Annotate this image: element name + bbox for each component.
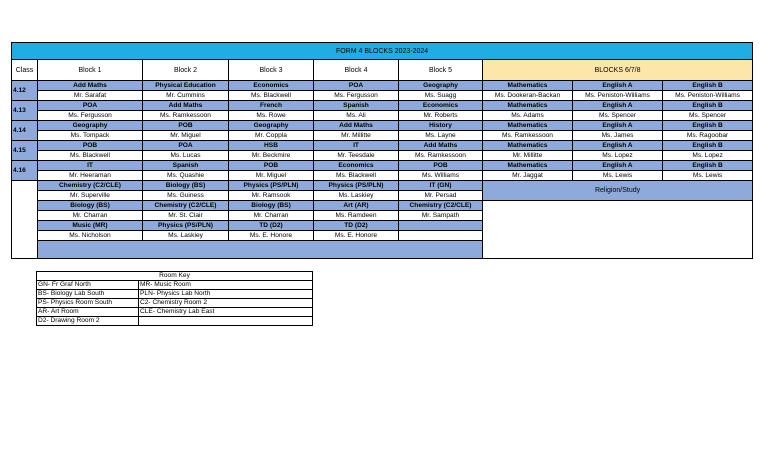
class-name: 4.14	[12, 121, 38, 141]
subject-cell: Biology (BS)	[38, 201, 143, 211]
b678-teacher-cell: Ms. Dookeran-Backan	[483, 91, 573, 101]
subject-cell: Physical Education	[143, 81, 229, 91]
header-block-2: Block 2	[143, 60, 229, 81]
room-key-cell: PLN- Physics Lab North	[139, 290, 313, 299]
teacher-cell: Ms. Blackwell	[229, 91, 314, 101]
class-name: 4.15	[12, 141, 38, 161]
subject-cell: Music (MR)	[38, 221, 143, 231]
subject-cell: IT	[38, 161, 143, 171]
subject-cell: Economics	[399, 101, 483, 111]
room-key-cell: D2- Drawing Room 2	[37, 317, 139, 326]
class-subject-row	[12, 81, 753, 91]
teacher-cell: Mr. Roberts	[399, 111, 483, 121]
teacher-cell: Ms. Layne	[399, 131, 483, 141]
table-title: FORM 4 BLOCKS 2023-2024	[12, 43, 753, 60]
b678-teacher-cell: Ms. Adams	[483, 111, 573, 121]
room-key-title: Room Key	[37, 272, 313, 281]
class-name: 4.13	[12, 101, 38, 121]
class-subject-row	[12, 141, 753, 151]
b678-teacher-cell: Ms. Peniston-Williams	[663, 91, 753, 101]
subject-cell: IT (GN)	[399, 181, 483, 191]
class-teacher-row	[12, 91, 753, 101]
bottom-fill-cell	[38, 241, 483, 259]
b678-subject-cell: Mathematics	[483, 81, 573, 91]
subject-cell: Art (AR)	[314, 201, 399, 211]
b678-teacher-cell: Ms. Spencer	[573, 111, 663, 121]
subject-cell: Biology (BS)	[143, 181, 229, 191]
teacher-cell: Mr. Beckmire	[229, 151, 314, 161]
b678-subject-cell: English A	[573, 121, 663, 131]
class-subject-row	[12, 161, 753, 171]
class-subject-row	[12, 121, 753, 131]
subject-cell: IT	[314, 141, 399, 151]
subject-cell: Economics	[314, 161, 399, 171]
teacher-cell: Ms. Ramdeen	[314, 211, 399, 221]
teacher-cell: Ms. Fergusson	[314, 91, 399, 101]
b678-teacher-cell: Mr. Jaggat	[483, 171, 573, 181]
b678-teacher-cell: Ms. Ramkessoon	[483, 131, 573, 141]
header-class: Class	[12, 60, 38, 81]
b678-subject-cell: Mathematics	[483, 121, 573, 131]
subject-cell: Chemistry (C2/CLE)	[38, 181, 143, 191]
elective-subject-row	[12, 201, 753, 211]
class-subject-row	[12, 101, 753, 111]
room-key-title-row	[37, 272, 313, 281]
b678-teacher-cell: Ms. Lopez	[573, 151, 663, 161]
header-block-4: Block 4	[314, 60, 399, 81]
b678-subject-cell: English A	[573, 81, 663, 91]
subject-cell: POB	[229, 161, 314, 171]
b678-subject-cell: Mathematics	[483, 101, 573, 111]
teacher-cell: Mr. Persad	[399, 191, 483, 201]
teacher-cell: Ms. Laskiey	[143, 231, 229, 241]
teacher-cell: Mr. Millitte	[314, 131, 399, 141]
b678-teacher-cell: Ms. Ragoobar	[663, 131, 753, 141]
teacher-cell: Ms. Guiness	[143, 191, 229, 201]
subject-cell: History	[399, 121, 483, 131]
teacher-cell: Mr. Heeraman	[38, 171, 143, 181]
subject-cell: POB	[143, 121, 229, 131]
subject-cell: TD (D2)	[229, 221, 314, 231]
class-name: 4.12	[12, 81, 38, 101]
b678-subject-cell: English B	[663, 121, 753, 131]
room-key-row	[37, 308, 313, 317]
b678-subject-cell: Mathematics	[483, 141, 573, 151]
class-teacher-row	[12, 151, 753, 161]
subject-cell: Add Maths	[399, 141, 483, 151]
header-block-5: Block 5	[399, 60, 483, 81]
teacher-cell: Mr. Cummins	[143, 91, 229, 101]
teacher-cell: Ms. Ali	[314, 111, 399, 121]
b678-subject-cell: English A	[573, 161, 663, 171]
subject-cell: TD (D2)	[314, 221, 399, 231]
subject-cell: Chemistry (C2/CLE)	[143, 201, 229, 211]
teacher-cell: Ms. Laskiey	[314, 191, 399, 201]
room-key-row	[37, 290, 313, 299]
room-key-cell: MR- Music Room	[139, 281, 313, 290]
room-key-cell: CLE- Chemistry Lab East	[139, 308, 313, 317]
subject-cell: Add Maths	[143, 101, 229, 111]
b678-teacher-cell: Ms. Lopez	[663, 151, 753, 161]
religion-study-cell: Religion/Study	[483, 181, 753, 201]
teacher-cell: Ms. Lucas	[143, 151, 229, 161]
header-block-3: Block 3	[229, 60, 314, 81]
teacher-cell: Ms. Tompack	[38, 131, 143, 141]
room-key-cell: C2- Chemistry Room 2	[139, 299, 313, 308]
class-teacher-row	[12, 171, 753, 181]
b678-teacher-cell: Ms. James	[573, 131, 663, 141]
b678-teacher-cell: Mr. Millitte	[483, 151, 573, 161]
subject-cell: Economics	[229, 81, 314, 91]
b678-teacher-cell: Ms. Peniston-Williams	[573, 91, 663, 101]
subject-cell: Physics (PS/PLN)	[143, 221, 229, 231]
header-row	[12, 60, 753, 81]
b678-subject-cell: English A	[573, 101, 663, 111]
subject-cell: Geography	[399, 81, 483, 91]
subject-cell: Spanish	[314, 101, 399, 111]
subject-cell: Geography	[229, 121, 314, 131]
subject-cell: Physics (PS/PLN)	[229, 181, 314, 191]
teacher-cell: Ms. Quashie	[143, 171, 229, 181]
b678-subject-cell: English B	[663, 101, 753, 111]
room-key-cell: BS- Biology Lab South	[37, 290, 139, 299]
subject-cell: Spanish	[143, 161, 229, 171]
room-key-cell: GN- Fr Graf North	[37, 281, 139, 290]
room-key-cell	[139, 317, 313, 326]
subject-cell: Geography	[38, 121, 143, 131]
teacher-cell: Ms. Fergusson	[38, 111, 143, 121]
b678-subject-cell: English B	[663, 161, 753, 171]
teacher-cell: Mr. Superville	[38, 191, 143, 201]
class-teacher-row	[12, 111, 753, 121]
teacher-cell: Mr. Miguel	[229, 171, 314, 181]
teacher-cell: Ms. Suagg	[399, 91, 483, 101]
b678-subject-cell: Mathematics	[483, 161, 573, 171]
header-block-1: Block 1	[38, 60, 143, 81]
teacher-cell: Ms. Williams	[399, 171, 483, 181]
teacher-cell: Mr. Sampath	[399, 211, 483, 221]
room-key-row	[37, 317, 313, 326]
teacher-cell: Ms. Blackwell	[314, 171, 399, 181]
subject-cell: Chemistry (C2/CLE)	[399, 201, 483, 211]
header-blocks-678: BLOCKS 6/7/8	[483, 60, 753, 81]
subject-cell: POB	[399, 161, 483, 171]
teacher-cell: Mr. Coppla	[229, 131, 314, 141]
teacher-cell	[399, 231, 483, 241]
room-key-row	[37, 281, 313, 290]
teacher-cell: Ms. E. Honore	[229, 231, 314, 241]
subject-cell: POA	[143, 141, 229, 151]
subject-cell	[399, 221, 483, 231]
b678-subject-cell: English B	[663, 81, 753, 91]
teacher-cell: Mr. Ramsook	[229, 191, 314, 201]
subject-cell: Biology (BS)	[229, 201, 314, 211]
teacher-cell: Mr. Charran	[38, 211, 143, 221]
b678-teacher-cell: Ms. Spencer	[663, 111, 753, 121]
b678-subject-cell: English B	[663, 141, 753, 151]
class-empty-cell	[12, 181, 38, 259]
subject-cell: HSB	[229, 141, 314, 151]
class-teacher-row	[12, 131, 753, 141]
teacher-cell: Ms. Ramkessoon	[399, 151, 483, 161]
teacher-cell: Ms. E. Honore	[314, 231, 399, 241]
teacher-cell: Mr. Sarafat	[38, 91, 143, 101]
room-key-cell: AR- Art Room	[37, 308, 139, 317]
teacher-cell: Ms. Rowe	[229, 111, 314, 121]
room-key-table	[36, 271, 313, 326]
subject-cell: POA	[38, 101, 143, 111]
teacher-cell: Mr. Miguel	[143, 131, 229, 141]
room-key-row	[37, 299, 313, 308]
b678-teacher-cell: Ms. Lewis	[663, 171, 753, 181]
subject-cell: Physics (PS/PLN)	[314, 181, 399, 191]
class-name: 4.16	[12, 161, 38, 181]
teacher-cell: Ms. Ramkessoon	[143, 111, 229, 121]
subject-cell: Add Maths	[38, 81, 143, 91]
subject-cell: POA	[314, 81, 399, 91]
teacher-cell: Mr. Charran	[229, 211, 314, 221]
subject-cell: POB	[38, 141, 143, 151]
teacher-cell: Mr. St. Clair	[143, 211, 229, 221]
b678-teacher-cell: Ms. Lewis	[573, 171, 663, 181]
teacher-cell: Mr. Teesdale	[314, 151, 399, 161]
room-key-cell: PS- Physics Room South	[37, 299, 139, 308]
b678-subject-cell: English A	[573, 141, 663, 151]
blocks-table	[11, 42, 753, 259]
elective-subject-row	[12, 181, 753, 191]
subject-cell: French	[229, 101, 314, 111]
blocks678-empty-cell	[483, 201, 753, 259]
title-row	[12, 43, 753, 60]
teacher-cell: Ms. Nicholson	[38, 231, 143, 241]
subject-cell: Add Maths	[314, 121, 399, 131]
teacher-cell: Ms. Blackwell	[38, 151, 143, 161]
